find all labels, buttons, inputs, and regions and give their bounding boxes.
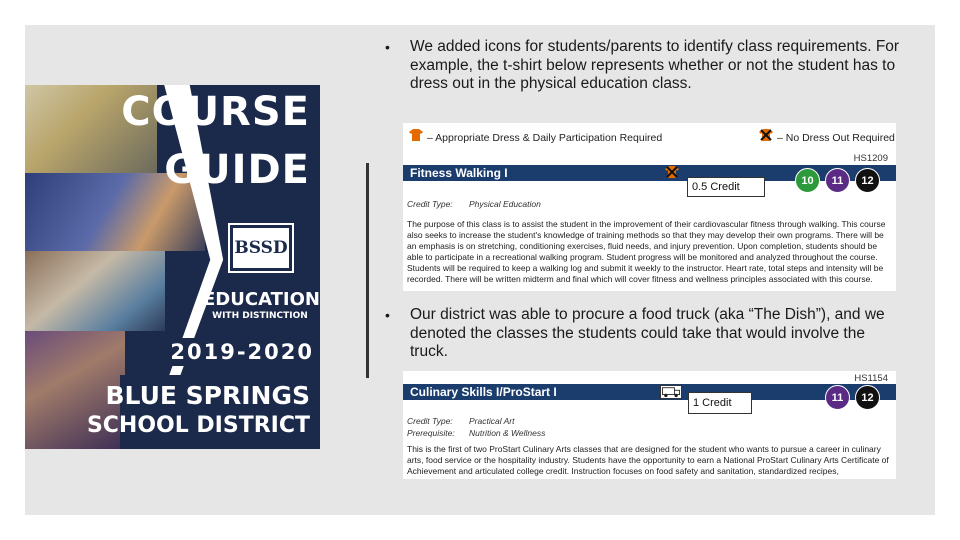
slide	[25, 25, 935, 515]
no-dress-tshirt-icon	[665, 166, 679, 178]
course-title: Culinary Skills I/ProStart I	[410, 385, 557, 399]
credit-type-value: Practical Art	[469, 416, 515, 426]
food-truck-icon	[660, 385, 682, 399]
prerequisite-label: Prerequisite:	[407, 428, 455, 438]
grade-10-badge: 10	[795, 168, 820, 193]
course-title-bar	[403, 384, 896, 400]
district-name-line1: BLUE SPRINGS	[105, 381, 310, 410]
cover-tagline-sub: WITH DISTINCTION	[212, 311, 308, 321]
bullet-marker: •	[385, 307, 390, 323]
course-code: HS1209	[853, 153, 888, 164]
course-title-bar	[403, 165, 896, 181]
bssd-logo-text: BSSD	[234, 238, 288, 258]
district-name-line2: SCHOOL DISTRICT	[86, 413, 310, 438]
grade-11-badge: 11	[825, 385, 850, 410]
course-guide-cover	[25, 85, 320, 449]
credit-type	[407, 416, 515, 426]
cover-year: 2019-2020	[170, 340, 314, 364]
legend-no-dress: – No Dress Out Required	[777, 132, 895, 144]
credit-box: 0.5 Credit	[687, 177, 765, 197]
bullet-marker: •	[385, 39, 390, 55]
course-description: This is the first of two ProStart Culinary Arts classes that are designed for the student who wants to pursue a career in culinary arts, food service or the hospitality industry. Students have the opportunity to earn a National ProStart Culinary Arts Certificate of Achievement and articulated college credit. Instruction focuses on food safety and sanitation, standardized recipes,	[407, 444, 889, 476]
credit-box: 1 Credit	[688, 392, 752, 414]
credit-type-label: Credit Type:	[407, 199, 453, 209]
course-card-culinary	[403, 371, 896, 479]
course-title: Fitness Walking I	[410, 166, 508, 180]
credit-type	[407, 199, 541, 209]
course-code: HS1154	[854, 373, 888, 384]
bullet-text: Our district was able to procure a food truck (aka “The Dish”), and we denoted the classes the students could take that would involve the truck.	[410, 306, 885, 360]
course-description: The purpose of this class is to assist the student in the improvement of their cardiovascular fitness through walking. This course also seeks to increase the student's knowledge of training methods so that they may develop their own programs. There will be an emphasis is on stretching, conditioning exercises, fluid needs, and injury prevention. Upon completion, students should be able to participate in a recreational walking program. Student progress will be monitored and analyzed throughout the course. Students will be required to keep a walking log and submit it weekly to the instructor. Heart rate, total steps and intensity will be recorded. There will be written midterm and final which will cover fitness and wellness principles associated with this course.	[407, 219, 886, 284]
grade-12-badge: 12	[855, 385, 880, 410]
legend-dress-required: – Appropriate Dress & Daily Participation Required	[427, 132, 663, 144]
teacher-photo	[25, 251, 165, 331]
bssd-logo	[230, 225, 292, 271]
tshirt-icon	[409, 129, 423, 141]
bullet-text: We added icons for students/parents to identify class requirements. For example, the t-shirt below represents whether or not the student has to dress out in the physical education class.	[410, 38, 900, 92]
grade-11-badge: 11	[825, 168, 850, 193]
prerequisite	[407, 428, 545, 438]
no-dress-tshirt-icon	[759, 129, 773, 141]
cover-title-guide: GUIDE	[164, 147, 310, 193]
prerequisite-value: Nutrition & Wellness	[469, 428, 546, 438]
divider-line	[366, 163, 369, 378]
credit-type-value: Physical Education	[469, 199, 541, 209]
icon-legend	[403, 123, 896, 151]
grade-12-badge: 12	[855, 168, 880, 193]
course-card-fitness-walking	[403, 123, 896, 291]
cover-tagline: EDUCATION	[203, 289, 320, 310]
credit-type-label: Credit Type:	[407, 416, 453, 426]
cover-title-course: COURSE	[121, 89, 310, 135]
